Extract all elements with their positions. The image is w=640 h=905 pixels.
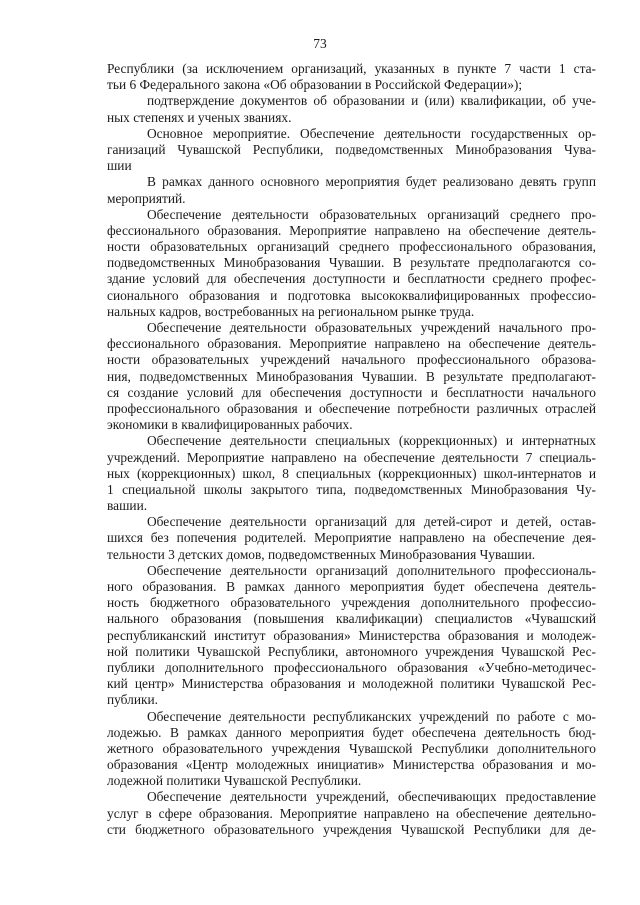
text-line: жетного образовательного учреждения Чувашской Республики дополнительного bbox=[107, 740, 596, 756]
text-line: ся создание условий для обеспечения доступности и бесплатности начального bbox=[107, 384, 596, 400]
text-line: подтверждение документов об образовании и (или) квалификации, об уче- bbox=[147, 93, 596, 109]
text-line: публики дополнительного профессионального образования «Учебно-методичес- bbox=[107, 659, 596, 675]
text-line: шихся без попечения родителей. Мероприятие направлено на обеспечение дея- bbox=[107, 530, 596, 546]
paragraph bbox=[107, 207, 596, 320]
text-line: здание условий для обеспечения доступности и бесплатности среднего профес- bbox=[107, 271, 596, 287]
text-line: публики. bbox=[107, 692, 159, 708]
paragraph bbox=[107, 174, 596, 206]
text-line: республиканский институт образования» Министерства образования и молодеж- bbox=[107, 627, 596, 643]
text-line: нальных кадров, востребованных на региональном рынке труда. bbox=[107, 303, 475, 319]
text-line: мероприятий. bbox=[107, 190, 186, 206]
text-line: Обеспечение деятельности специальных (коррекционных) и интернатных bbox=[147, 433, 596, 449]
text-line: тельности 3 детских домов, подведомственных Минобразования Чувашии. bbox=[107, 546, 536, 562]
text-line: ность бюджетного образовательного учреждения дополнительного профессио- bbox=[107, 595, 596, 611]
page-number: 73 bbox=[313, 36, 327, 51]
text-line: шии bbox=[107, 158, 132, 174]
text-line: учреждений. Мероприятие направлено на обеспечение деятельности 7 специаль- bbox=[107, 449, 596, 465]
text-line: лодежью. В рамках данного мероприятия будет обеспечена деятельность бюд- bbox=[107, 724, 596, 740]
text-line: Обеспечение деятельности республиканских учреждений по работе с мо- bbox=[147, 708, 596, 724]
text-line: профессионального образования и обеспечение потребности различных отраслей bbox=[107, 400, 596, 416]
text-line: сти бюджетного образовательного учреждения Чувашской Республики для де- bbox=[107, 821, 596, 837]
paragraph bbox=[107, 93, 596, 125]
text-line: 1 специальной школы закрытого типа, подведомственных Минобразования Чу- bbox=[107, 481, 596, 497]
text-line: Основное мероприятие. Обеспечение деятельности государственных ор- bbox=[147, 125, 596, 141]
document-body bbox=[107, 61, 596, 838]
text-line: нального образования (повышения квалификации) специалистов «Чувашский bbox=[107, 611, 596, 627]
text-line: фессионального образования. Мероприятие направлено на обеспечение деятель- bbox=[107, 336, 596, 352]
text-line: подведомственных Минобразования Чувашии. В результате предполагаются со- bbox=[107, 255, 596, 271]
text-line: Обеспечение деятельности организаций дополнительного профессиональ- bbox=[147, 562, 596, 578]
paragraph bbox=[107, 320, 596, 433]
text-line: Республики (за исключением организаций, указанных в пункте 7 части 1 ста- bbox=[107, 61, 596, 76]
text-line: ного образования. В рамках данного мероприятия будет обеспечена деятель- bbox=[107, 579, 596, 594]
text-line: ных степенях и ученых званиях. bbox=[107, 109, 292, 125]
paragraph bbox=[107, 563, 596, 709]
text-line: тьи 6 Федерального закона «Об образовании в Российской Федерации»); bbox=[107, 77, 523, 93]
paragraph bbox=[107, 433, 596, 514]
text-line: кий центр» Министерства образования и молодежной политики Чувашской Рес- bbox=[107, 676, 596, 692]
text-line: услуг в сфере образования. Мероприятие направлено на обеспечение деятельно- bbox=[107, 805, 596, 821]
text-line: ности образовательных учреждений начального профессионального образова- bbox=[107, 352, 596, 368]
text-line: Обеспечение деятельности учреждений, обеспечивающих предоставление bbox=[147, 789, 596, 805]
paragraph bbox=[107, 61, 596, 93]
text-line: сионального образования и подготовка высококвалифицированных профессио- bbox=[107, 287, 596, 303]
text-line: экономики в квалифицированных рабочих. bbox=[107, 417, 353, 433]
text-line: Обеспечение деятельности организаций для детей-сирот и детей, остав- bbox=[147, 514, 596, 530]
paragraph bbox=[107, 514, 596, 563]
text-line: ной политики Чувашской Республики, автономного учреждения Чувашской Рес- bbox=[107, 643, 596, 659]
paragraph bbox=[107, 789, 596, 838]
text-line: ния, подведомственных Минобразования Чувашии. В результате предполагают- bbox=[107, 368, 596, 384]
text-line: вашии. bbox=[107, 498, 148, 514]
text-line: ганизаций Чувашской Республики, подведомственных Минобразования Чува- bbox=[107, 141, 596, 157]
text-line: ности образовательных организаций среднего профессионального образования, bbox=[107, 239, 596, 255]
text-line: ных (коррекционных) школ, 8 специальных (коррекционных) школ-интернатов и bbox=[107, 465, 596, 481]
text-line: фессионального образования. Мероприятие направлено на обеспечение деятель- bbox=[107, 222, 596, 238]
paragraph bbox=[107, 126, 596, 175]
text-line: Обеспечение деятельности образовательных учреждений начального про- bbox=[147, 320, 596, 335]
text-line: образования «Центр молодежных инициатив» Министерства образования и мо- bbox=[107, 757, 596, 773]
text-line: В рамках данного основного мероприятия будет реализовано девять групп bbox=[147, 174, 596, 190]
text-line: Обеспечение деятельности образовательных организаций среднего про- bbox=[147, 206, 596, 222]
text-line: лодежной политики Чувашской Республики. bbox=[107, 773, 362, 789]
paragraph bbox=[107, 709, 596, 790]
